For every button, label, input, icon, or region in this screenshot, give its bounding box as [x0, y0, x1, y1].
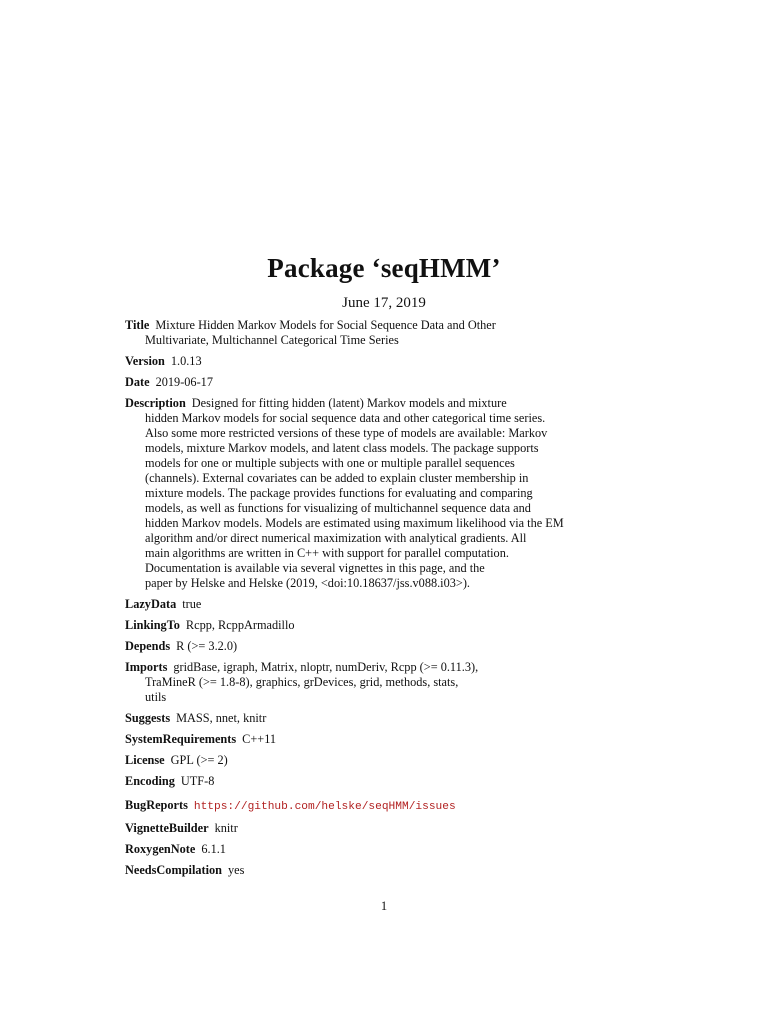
field-key: Suggests [125, 711, 171, 725]
field-linkingto [125, 618, 685, 633]
field-key: Depends [125, 639, 171, 653]
field-value: Designed for fitting hidden (latent) Markov models and mixture [191, 396, 507, 410]
field-value-continued: main algorithms are written in C++ with support for parallel computation. [145, 546, 509, 560]
field-value-continued: models, mixture Markov models, and latent class models. The package supports [145, 441, 539, 455]
package-date: June 17, 2019 [342, 295, 426, 311]
field-key: License [125, 753, 165, 767]
field-value: yes [228, 863, 245, 877]
field-depends [125, 639, 685, 654]
field-value: knitr [214, 821, 238, 835]
field-value: 2019-06-17 [155, 375, 213, 389]
field-key: SystemRequirements [125, 732, 237, 746]
field-bugreports [125, 798, 685, 815]
field-suggests [125, 711, 685, 726]
field-value: UTF-8 [180, 774, 215, 788]
field-description [125, 396, 685, 591]
field-imports [125, 660, 685, 705]
field-value-continued: Multivariate, Multichannel Categorical Time Series [145, 333, 399, 347]
field-systemrequirements [125, 732, 685, 747]
field-key: Description [125, 396, 186, 410]
field-lazydata [125, 597, 685, 612]
field-key: LinkingTo [125, 618, 180, 632]
field-roxygennote [125, 842, 685, 857]
package-title: Package ‘seqHMM’ [267, 253, 501, 283]
field-value-continued: hidden Markov models for social sequence data and other categorical time series. [145, 411, 546, 425]
field-vignettebuilder [125, 821, 685, 836]
field-value: Rcpp, RcppArmadillo [185, 618, 295, 632]
field-value-continued: hidden Markov models. Models are estimated using maximum likelihood via the EM [145, 516, 564, 530]
field-title [125, 318, 685, 348]
field-value: gridBase, igraph, Matrix, nloptr, numDeriv, Rcpp (>= 0.11.3), [173, 660, 479, 674]
field-value-continued: Also some more restricted versions of these type of models are available: Markov [145, 426, 548, 440]
field-value: C++11 [242, 732, 277, 746]
field-value-continued: TraMineR (>= 1.8-8), graphics, grDevices, grid, methods, stats, [145, 675, 459, 689]
page-number: 1 [380, 899, 388, 913]
field-value: GPL (>= 2) [170, 753, 228, 767]
field-key: Encoding [125, 774, 175, 788]
field-value: 6.1.1 [201, 842, 226, 856]
field-value-continued: models for one or multiple subjects with one or multiple parallel sequences [145, 456, 515, 470]
field-encoding [125, 774, 685, 789]
field-date [125, 375, 685, 390]
field-value: MASS, nnet, knitr [176, 711, 267, 725]
field-key: RoxygenNote [125, 842, 196, 856]
field-key: Version [125, 354, 165, 368]
field-key: LazyData [125, 597, 177, 611]
field-value-continued: (channels). External covariates can be added to explain cluster membership in [145, 471, 529, 485]
field-value: true [182, 597, 202, 611]
field-key: BugReports [125, 798, 188, 812]
field-value-continued: mixture models. The package provides functions for evaluating and comparing [145, 486, 533, 500]
field-version [125, 354, 685, 369]
bugreports-link[interactable]: https://github.com/helske/seqHMM/issues [193, 801, 456, 813]
field-key: VignetteBuilder [125, 821, 209, 835]
field-value-continued: models, as well as functions for visualizing of multichannel sequence data and [145, 501, 531, 515]
field-value: Mixture Hidden Markov Models for Social Sequence Data and Other [155, 318, 496, 332]
field-needscompilation [125, 863, 685, 878]
field-key: Imports [125, 660, 168, 674]
field-value-continued: paper by Helske and Helske (2019, <doi:10.18637/jss.v088.i03>). [145, 576, 471, 590]
field-value-continued: Documentation is available via several vignettes in this page, and the [145, 561, 485, 575]
field-key: NeedsCompilation [125, 863, 223, 877]
field-value-continued: utils [145, 690, 167, 704]
description-fields [125, 318, 685, 884]
field-value-continued: algorithm and/or direct numerical maximization with analytical gradients. All [145, 531, 527, 545]
field-license [125, 753, 685, 768]
field-value: 1.0.13 [170, 354, 202, 368]
field-value: R (>= 3.2.0) [176, 639, 238, 653]
field-key: Date [125, 375, 150, 389]
field-key: Title [125, 318, 150, 332]
